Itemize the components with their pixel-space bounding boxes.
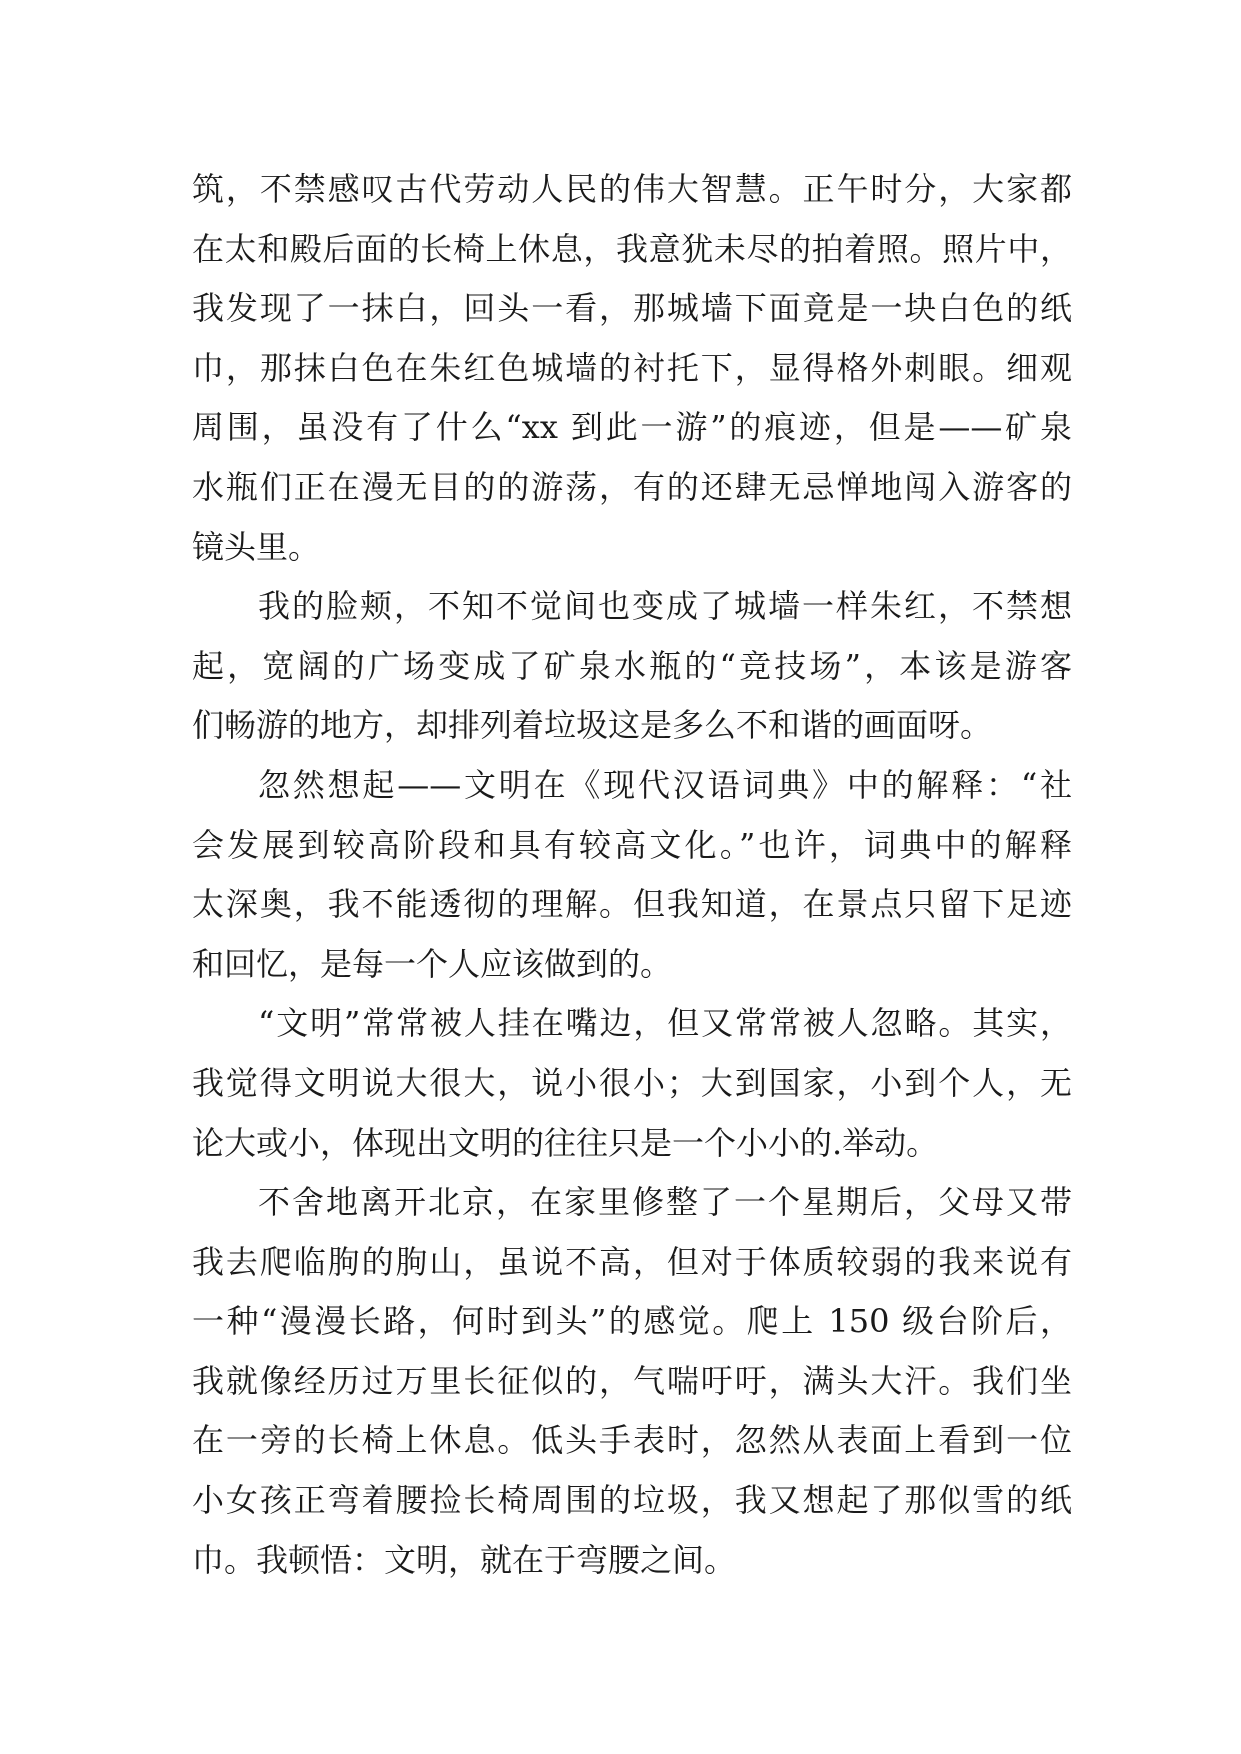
text-line: 巾，那抹白色在朱红色城墙的衬托下，显得格外刺眼。细观 — [192, 348, 1072, 387]
body-text — [192, 160, 1072, 1590]
text-line: 起，宽阔的广场变成了矿泉水瓶的“竞技场”，本该是游客 — [192, 646, 1072, 685]
text-line: 和回忆，是每一个人应该做到的。 — [192, 944, 673, 983]
paragraph-2 — [192, 577, 1072, 756]
text-line: 小女孩正弯着腰捡长椅周围的垃圾，我又想起了那似雪的纸 — [192, 1481, 1072, 1520]
text-line: 不舍地离开北京，在家里修整了一个星期后，父母又带 — [258, 1183, 1072, 1222]
text-line: 我发现了一抹白，回头一看，那城墙下面竟是一块白色的纸 — [192, 289, 1072, 328]
text-line: 我就像经历过万里长征似的，气喘吁吁，满头大汗。我们坐 — [192, 1361, 1072, 1400]
text-line: 我去爬临朐的朐山，虽说不高，但对于体质较弱的我来说有 — [192, 1242, 1072, 1281]
text-line: 太深奥，我不能透彻的理解。但我知道，在景点只留下足迹 — [192, 885, 1072, 924]
text-line: 筑，不禁感叹古代劳动人民的伟大智慧。正午时分，大家都 — [192, 170, 1072, 208]
paragraph-4 — [192, 994, 1072, 1173]
paragraph-5 — [192, 1173, 1072, 1590]
text-line: 一种“漫漫长路，何时到头”的感觉。爬上 150 级台阶后， — [192, 1302, 1072, 1341]
text-line: 在一旁的长椅上休息。低头手表时，忽然从表面上看到一位 — [192, 1421, 1072, 1460]
text-line: 论大或小，体现出文明的往往只是一个小小的.举动。 — [192, 1123, 939, 1162]
paragraph-3 — [192, 756, 1072, 994]
text-line: 镜头里。 — [192, 527, 321, 566]
text-line: 我的脸颊，不知不觉间也变成了城墙一样朱红，不禁想 — [258, 587, 1072, 626]
text-line: 忽然想起——文明在《现代汉语词典》中的解释：“社 — [258, 765, 1072, 804]
text-line: 会发展到较高阶段和具有较高文化。”也许，词典中的解释 — [192, 825, 1072, 864]
text-line: “文明”常常被人挂在嘴边，但又常常被人忽略。其实， — [258, 1004, 1072, 1043]
text-line: 们畅游的地方，却排列着垃圾这是多么不和谐的画面呀。 — [192, 706, 993, 745]
paragraph-1 — [192, 160, 1072, 577]
text-line: 巾。我顿悟：文明，就在于弯腰之间。 — [192, 1540, 737, 1579]
text-line: 水瓶们正在漫无目的的游荡，有的还肆无忌惮地闯入游客的 — [192, 467, 1072, 506]
text-line: 周围，虽没有了什么“xx 到此一游”的痕迹，但是——矿泉 — [192, 408, 1072, 447]
text-line: 在太和殿后面的长椅上休息，我意犹未尽的拍着照。照片中， — [192, 229, 1072, 268]
text-line: 我觉得文明说大很大，说小很小；大到国家，小到个人，无 — [192, 1063, 1072, 1102]
